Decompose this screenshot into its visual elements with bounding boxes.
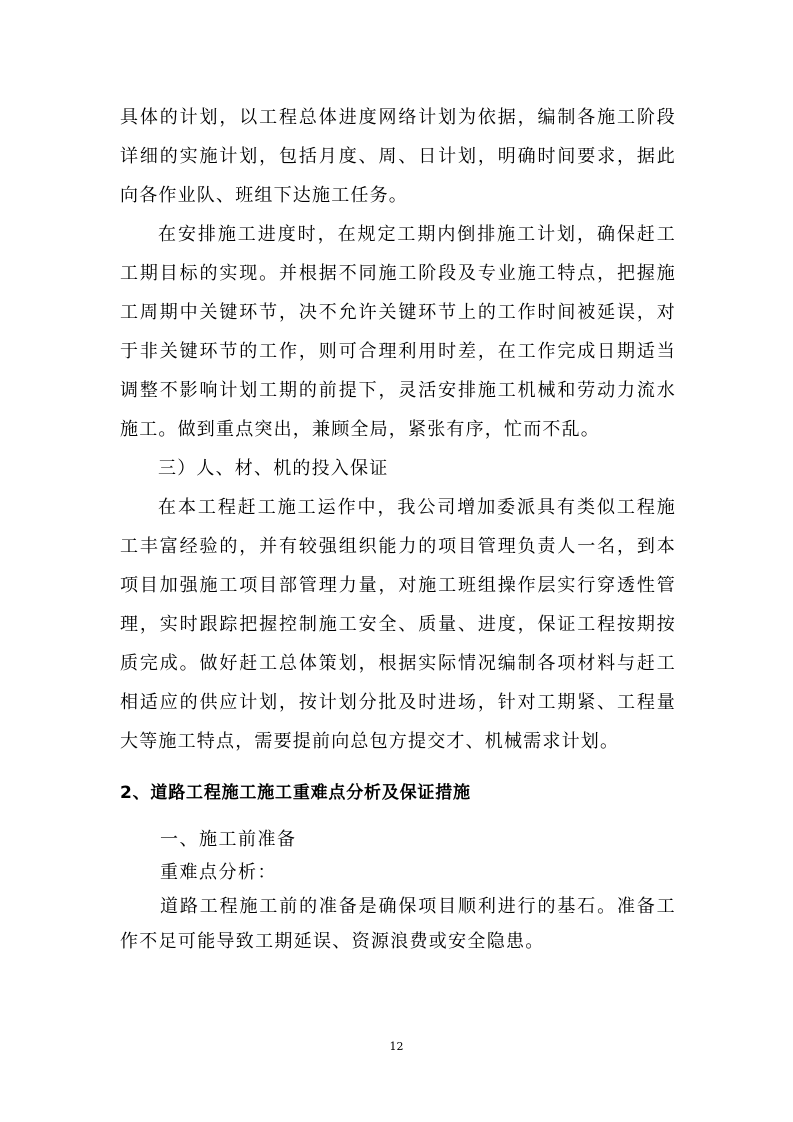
section-heading: 2、道路工程施工施工重难点分析及保证措施	[120, 783, 471, 803]
paragraph-resource-guarantee: 在本工程赶工施工运作中，我公司增加委派具有类似工程施工丰富经验的，并有较强组织能力的项目管理负责人一名，到本项目加强施工项目部管理力量，对施工班组操作层实行穿透性管理，实时跟踪把握控制施工安全、质量、进度，保证工程按期按质完成。做好赶工总体策划，根据实际情况编制各项材料与赶工相适应的供应计划，按计划分批及时进场，针对工期紧、工程量大等施工特点，需要提前向总包方提交才、机械需求计划。	[120, 497, 676, 752]
page-content	[120, 98, 676, 959]
page-number: 12	[389, 1040, 404, 1053]
paragraph-progress-arrangement: 在安排施工进度时，在规定工期内倒排施工计划，确保赶工工期目标的实现。并根据不同施工阶段及专业施工特点，把握施工周期中关键环节，决不允许关键环节上的工作时间被延误，对于非关键环节的工作，则可合理利用时差，在工作完成日期适当调整不影响计划工期的前提下，灵活安排施工机械和劳动力流水施工。做到重点突出，兼顾全局，紧张有序，忙而不乱。	[120, 224, 676, 440]
paragraph-schedule-plan: 具体的计划，以工程总体进度网络计划为依据，编制各施工阶段详细的实施计划，包括月度、周、日计划，明确时间要求，据此向各作业队、班组下达施工任务。	[120, 107, 676, 206]
paragraph-resource-guarantee-title: 三）人、材、机的投入保证	[158, 458, 389, 479]
analysis-label: 重难点分析：	[160, 862, 277, 883]
subheading-preparation: 一、施工前准备	[160, 829, 297, 850]
paragraph-preparation-analysis: 道路工程施工前的准备是确保项目顺利进行的基石。准备工作不足可能导致工期延误、资源浪费或安全隐患。	[120, 896, 676, 952]
